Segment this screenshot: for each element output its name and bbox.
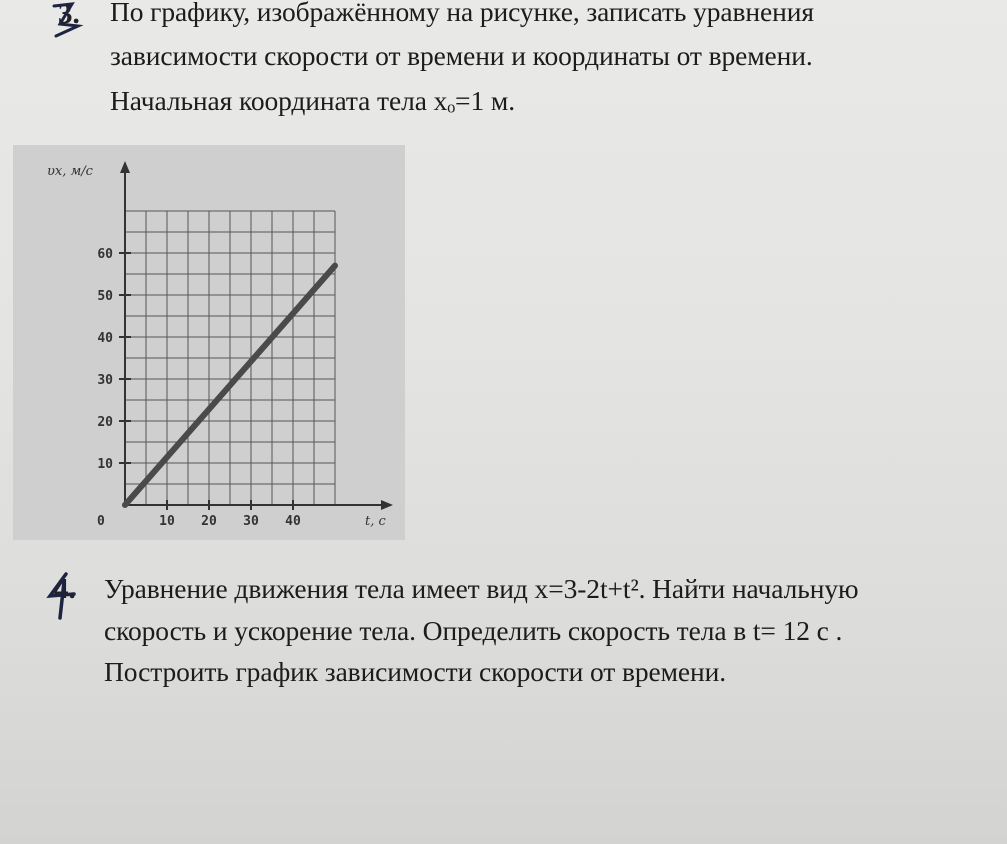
x-tick-label: 10 <box>159 514 175 529</box>
problem-4-line-1: Уравнение движения тела имеет вид x=3-2t+t². Найти начальную <box>104 573 859 604</box>
chart-canvas <box>13 145 405 540</box>
chart-axes <box>119 161 393 510</box>
x-axis-title: t, с <box>365 514 386 529</box>
problem-4-number: 4. <box>54 573 76 605</box>
y-tick-label: 60 <box>97 247 113 262</box>
y-tick-label: 20 <box>97 415 113 430</box>
y-tick-label: 40 <box>97 331 113 346</box>
y-axis-arrow <box>120 161 130 173</box>
velocity-series-point <box>123 503 127 507</box>
chart-grid <box>125 211 335 505</box>
problem-4-line-3: Построить график зависимости скорости от времени. <box>104 656 727 687</box>
problem-3-line-2: зависимости скорости от времени и координаты от времени. <box>110 40 813 71</box>
y-axis-title: υx, м/с <box>47 164 93 179</box>
y-tick-label: 30 <box>97 373 113 388</box>
y-tick-label: 10 <box>97 457 113 472</box>
chart-tick-labels <box>97 247 301 529</box>
problem-4-line-2: скорость и ускорение тела. Определить скорость тела в t= 12 с . <box>104 615 843 646</box>
x-tick-label: 30 <box>243 514 259 529</box>
problem-3-line-3: Начальная координата тела xₒ=1 м. <box>110 85 515 116</box>
problem-3-number: 3. <box>58 0 80 30</box>
problem-3-line-1: По графику, изображённому на рисунке, записать уравнения <box>110 0 814 27</box>
y-tick-label: 50 <box>97 289 113 304</box>
velocity-time-chart <box>13 145 405 540</box>
x-axis-arrow <box>381 500 393 510</box>
x-tick-label: 20 <box>201 514 217 529</box>
origin-label: 0 <box>97 514 105 529</box>
velocity-series-point <box>333 264 337 268</box>
x-tick-label: 40 <box>285 514 301 529</box>
